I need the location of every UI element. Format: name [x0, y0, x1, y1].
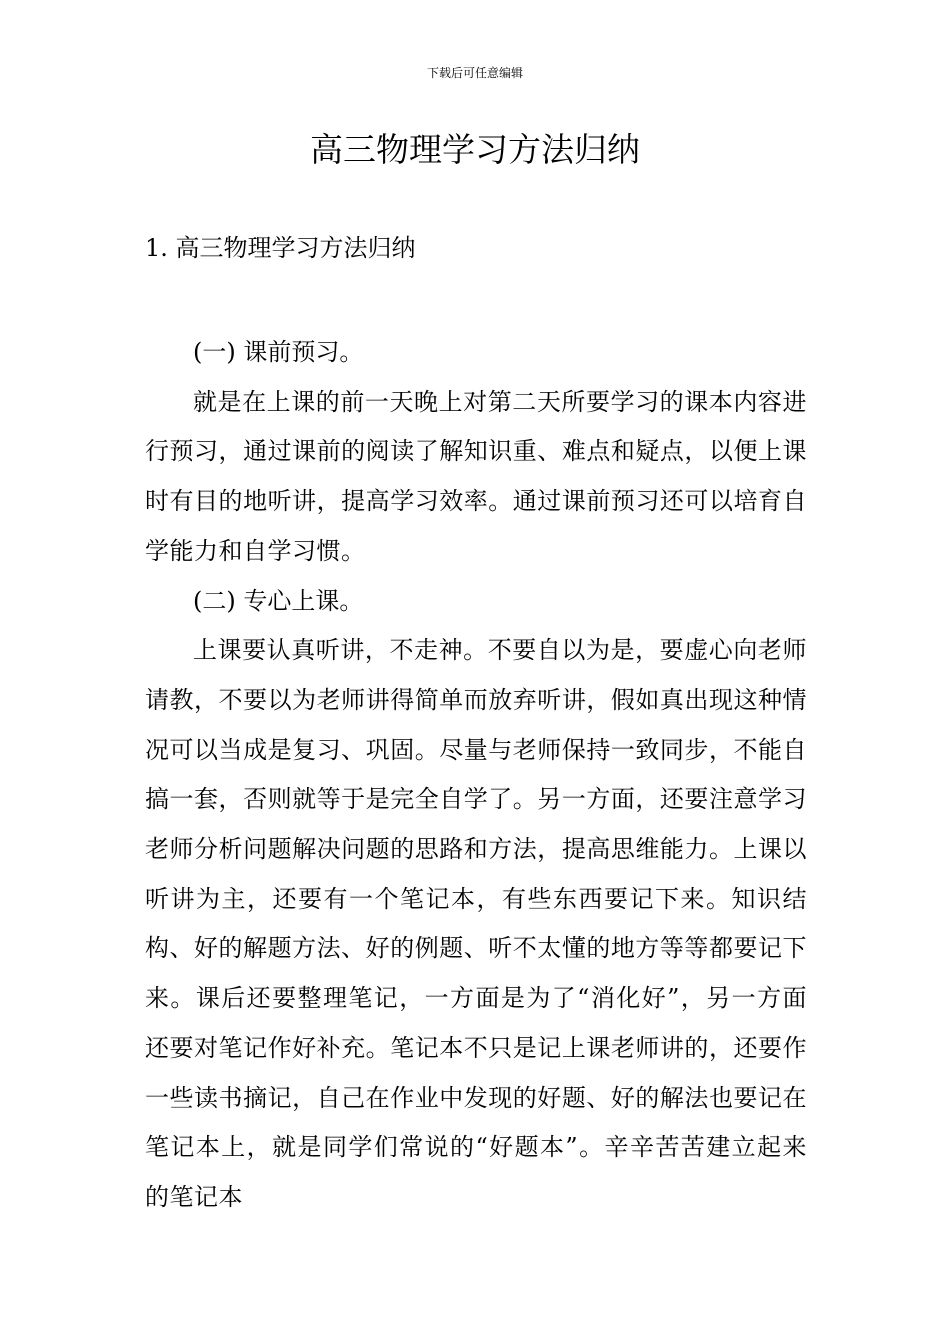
- subheading-attend-class: (二) 专心上课。: [193, 586, 364, 615]
- paragraph-attend-class: 上课要认真听讲，不走神。不要自以为是，要虚心向老师请教，不要以为老师讲得简单而放弃听讲，假如真出现这种情况可以当成是复习、巩固。尽量与老师保持一致同步，不能自搞一套，否则就等于是完全自学了。另一方面，还要注意学习老师分析问题解决问题的思路和方法，提高思维能力。上课以听讲为主，还要有一个笔记本，有些东西要记下来。知识结构、好的解题方法、好的例题、听不太懂的地方等等都要记下来。课后还要整理笔记，一方面是为了“消化好”，另一方面还要对笔记作好补充。笔记本不只是记上课老师讲的，还要作一些读书摘记，自己在作业中发现的好题、好的解法也要记在笔记本上，就是同学们常说的“好题本”。辛辛苦苦建立起来的笔记本: [145, 636, 807, 1211]
- section-heading: 1. 高三物理学习方法归纳: [145, 234, 416, 262]
- page-header-note: 下载后可任意编辑: [426, 66, 523, 80]
- document-title: 高三物理学习方法归纳: [310, 130, 640, 169]
- paragraph-preview: 就是在上课的前一天晚上对第二天所要学习的课本内容进行预习，通过课前的阅读了解知识重、难点和疑点，以便上课时有目的地听讲，提高学习效率。通过课前预习还可以培育自学能力和自学习惯。: [145, 387, 807, 565]
- document-body: [145, 328, 807, 1223]
- subheading-preview: (一) 课前预习。: [193, 338, 364, 366]
